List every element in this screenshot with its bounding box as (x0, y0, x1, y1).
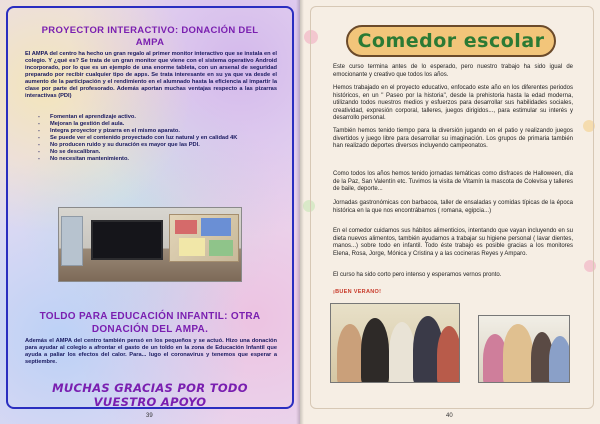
advantages-list (38, 114, 268, 163)
classroom-photo (58, 207, 242, 282)
paragraph: En el comedor cuidamos sus hábitos alimenticios, intentando que vayan incluyendo en su dieta nuevos alimentos, también ayudamos a trabajar su higiene personal ( lavar dientes, manos...) sobre todo en infantil. Todo éste trabajo es posible gracias a los monitores Elena, Rosa, Jorge, Mónica y Cristina y a las cocineras Reyes y Amparo. (333, 228, 573, 257)
paragraph: Como todos los años hemos tenido jornadas temáticas como disfraces de Halloween, día de la Paz, San Valentín etc. Tuvimos la visita de Vitamín la mascota de Colevisa y talleres de baile, deporte... (333, 171, 573, 192)
toldo-text: Además el AMPA del centro también pensó en los pequeños y se actuó. Hizo una donación para ayudar al colegio a afrontar el gasto de un toldo en la zona de Educación Infantil que ayuda a paliar los efectos del calor. Para... lugo el coronavirus y tenemos que esperar a septiembre. (25, 338, 277, 365)
paragraph: El curso ha sido corto pero intenso y esperamos vernos pronto. (333, 272, 502, 278)
paragraph: Este curso termina antes de lo esperado, pero nuestro trabajo ha sido igual de emocionante y creativo que todos los años. (333, 64, 573, 78)
poster-shape (201, 218, 231, 236)
list-item: - Mejoran la gestión del aula. (38, 121, 268, 128)
person-shape (389, 322, 415, 383)
poster-shape (175, 220, 197, 234)
title-line: DONACIÓN DEL AMPA. (91, 323, 209, 335)
person-shape (337, 324, 363, 383)
title-line: AMPA (135, 36, 165, 48)
list-item: - No producen ruido y su duración es mayor que las PDI. (38, 142, 268, 149)
page-40 (300, 0, 600, 424)
page-title: Comedor escolar (357, 30, 545, 52)
proyector-intro-text: El AMPA del centro ha hecho un gran regalo al primer monitor interactivo que se instala en el colegio. Y ¿qué es? Se trata de un gran monitor que viene con el sistema operativo Android incorporado, por lo que es un ejemplo de una enorme tableta, con un arsenal de seguridad preparado por recibir cualquier tipo de apps. Se trata interesante en su ya que va desde el aumento de la participación y el rendimiento en el alumnado hasta la eficiencia al impartir la clase por parte del profesorado. Además aportan muchas ventajas respecto a las pizarras interactivas (PDI) (25, 51, 277, 99)
poster-shape (179, 238, 205, 256)
book-spine (296, 0, 304, 424)
list-item: - No necesitan mantenimiento. (38, 156, 268, 163)
signature: ¡BUEN VERANO! (333, 289, 382, 295)
list-item: - Fomentan el aprendizaje activo. (38, 114, 268, 121)
thanks-message: MUCHAS GRACIAS POR TODO VUESTRO APOYO (52, 381, 248, 409)
paragraph: También hemos tenido tiempo para la diversión jugando en el patio y realizando juegos divertidos y juego libre para desarrollar su imaginación. Los grupos de primaria también han realizado deportes diversos incluyendo campeonatos. (333, 128, 573, 149)
section-title-proyector (20, 25, 280, 48)
list-item: - Integra proyector y pizarra en el mismo aparato. (38, 128, 268, 135)
person-shape (361, 318, 389, 383)
paragraph: Jornadas gastronómicas con barbacoa, taller de ensaladas y comidas típicas de la época histórica en la que nos encontrábamos ( romana, egipcia...) (333, 200, 573, 214)
interactive-monitor-shape (91, 220, 163, 260)
person-shape (503, 324, 533, 383)
page-number: 40 (446, 413, 453, 419)
title-line: TOLDO PARA EDUCACIÓN INFANTIL: OTRA (39, 311, 261, 322)
paragraph: Hemos trabajado en el proyecto educativo, enfocado este año en los diferentes periodos históricos, en un " Paseo por la historia", desde la prehistoria hasta la edad moderna, utilizando todos nuestros medios y esfuerzos para desarrollar sus habilidades sociales, creatividad, expresión corporal, talleres, juegos dirigidos..., para estimular su interés y desarrollo personal. (333, 85, 573, 121)
poster-shape (209, 240, 233, 256)
title-banner (346, 25, 556, 57)
students-photo (330, 303, 460, 383)
section-title-toldo (20, 311, 280, 336)
person-shape (549, 336, 570, 383)
page-number: 39 (146, 413, 153, 419)
list-item: - No se descalibran. (38, 149, 268, 156)
title-line: PROYECTOR INTERACTIVO: DONACIÓN DEL (41, 25, 259, 36)
door-shape (61, 216, 83, 266)
person-shape (437, 326, 460, 383)
list-item: - Se puede ver el contenido proyectado con luz natural y en calidad 4K (38, 135, 268, 142)
staff-photo (478, 315, 570, 383)
